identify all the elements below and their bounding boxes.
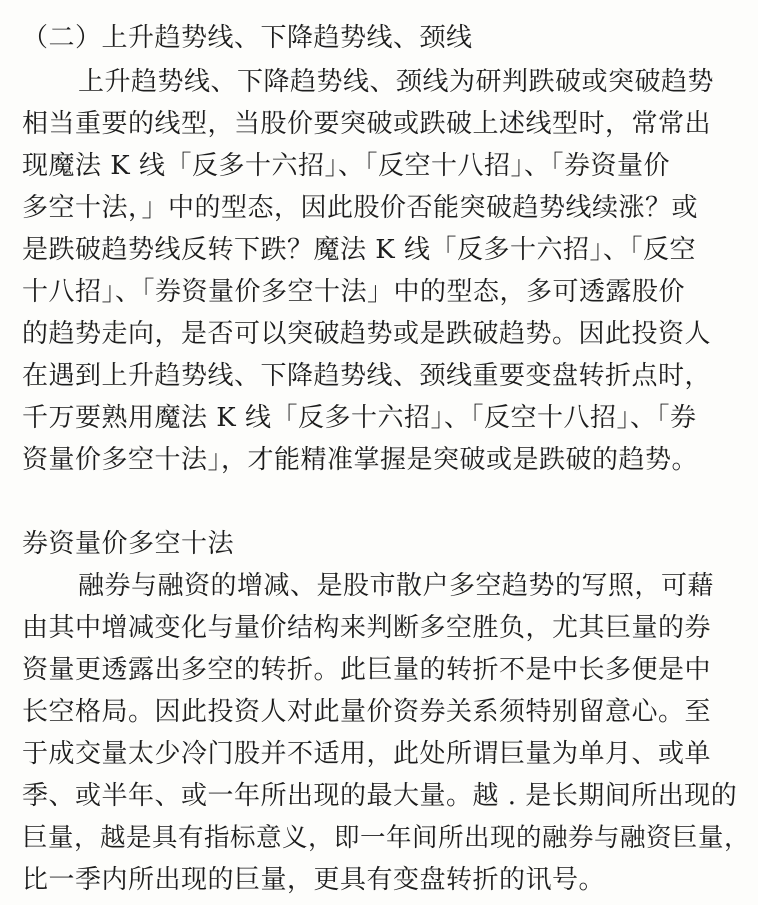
section-heading-trendlines: （二）上升趋势线、下降趋势线、颈线: [22, 23, 473, 53]
paragraph-line: 上升趋势线、下降趋势线、颈线为研判跌破或突破趋势: [78, 67, 715, 97]
paragraph-line: 长空格局。因此投资人对此量价资券关系须特别留意心。至: [22, 697, 712, 727]
paragraph-line: 巨量，越是具有指标意义，即一年间所出现的融券与融资巨量，: [22, 823, 751, 853]
paragraph-line: 相当重要的线型，当股价要突破或跌破上述线型时，常常出: [22, 109, 712, 139]
paragraph-line: 十八招」、「券资量价多空十法」中的型态，多可透露股价: [22, 277, 686, 307]
paragraph-line: 的趋势走向，是否可以突破趋势或是跌破趋势。因此投资人: [22, 319, 712, 349]
paragraph-line: 由其中增减变化与量价结构来判断多空胜负，尤其巨量的券: [22, 613, 712, 643]
paragraph-line: 季、或半年、或一年所出现的最大量。越 . 是长期间所出现的: [22, 781, 738, 811]
paragraph-line: 资量价多空十法」，才能精准掌握是突破或是跌破的趋势。: [22, 445, 699, 475]
paragraph-line: 现魔法 K 线「反多十六招」、「反空十八招」、「券资量价: [22, 151, 670, 181]
paragraph-line: 于成交量太少冷门股并不适用，此处所谓巨量为单月、或单: [22, 739, 712, 769]
paragraph-line: 比一季内所出现的巨量，更具有变盘转折的讯号。: [22, 865, 606, 895]
paragraph-line: 千万要熟用魔法 K 线「反多十六招」、「反空十八招」、「券: [22, 403, 697, 433]
paragraph-line: 资量更透露出多空的转折。此巨量的转折不是中长多便是中: [22, 655, 712, 685]
section-heading-ten-methods: 券资量价多空十法: [22, 529, 235, 559]
paragraph-line: 是跌破趋势线反转下跌？魔法 K 线「反多十六招」、「反空: [22, 235, 696, 265]
paragraph-line: 融券与融资的增减、是股市散户多空趋势的写照，可藉: [78, 571, 715, 601]
paragraph-line: 在遇到上升趋势线、下降趋势线、颈线重要变盘转折点时，: [22, 361, 712, 391]
paragraph-line: 多空十法，」中的型态，因此股价否能突破趋势线续涨？或: [22, 193, 699, 223]
